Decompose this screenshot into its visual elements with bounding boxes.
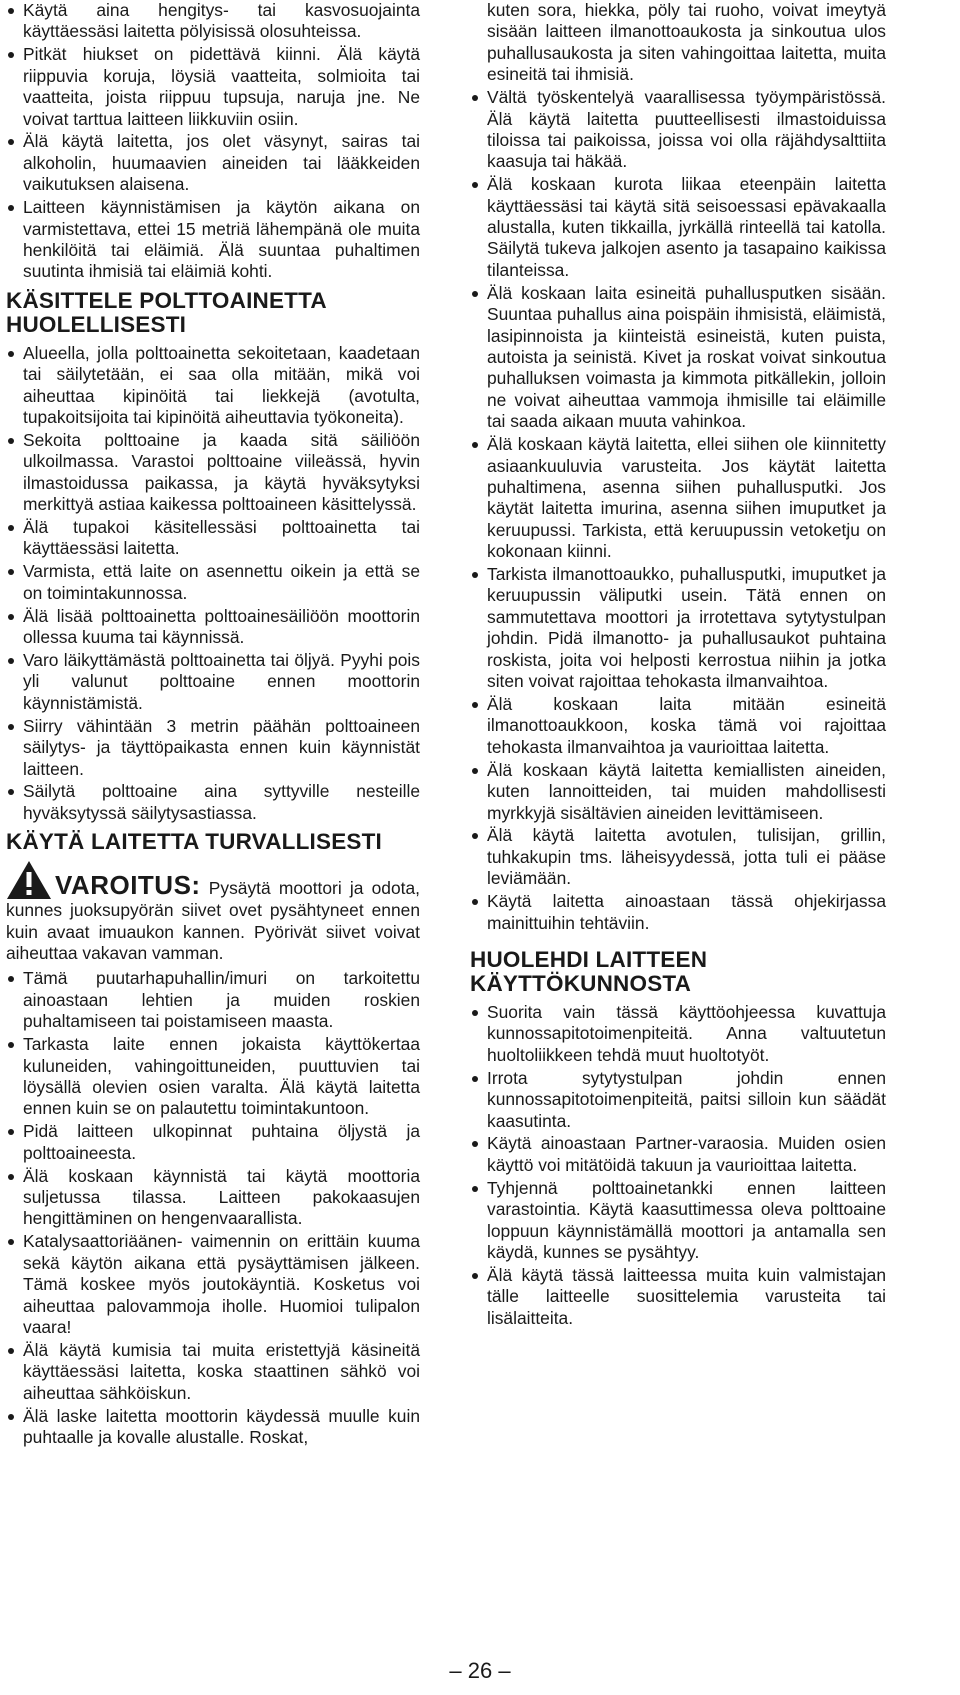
safe-use-list [6,968,420,1448]
list-item: Käytä aina hengitys- tai kasvosuojainta käyttäessäsi laitetta pölyisissä olosuhteissa. [6,0,420,43]
left-column [6,0,420,1450]
list-item: Varmista, että laite on asennettu oikein ja että se on toimintakunnossa. [6,561,420,604]
list-item: Tarkista ilmanottoaukko, puhallusputki, imuputket ja keruupussin väliputki usein. Tätä ennen on sammutettava moottori ja irrotettava sytytystulpan johdin. Pidä ilmanotto- ja puhallusaukot puhtaina roskista, joita voi helposti kerrostua niihin ja jotka siten voivat rajoittaa tehokasta ilmanvaihtoa. [470,564,886,692]
list-item: Katalysaattoriäänen- vaimennin on erittäin kuuma sekä käytön aikana että pysäyttämisen jälkeen. Tämä koskee myös joutokäyntiä. Kosketus voi aiheuttaa palovammoja iholle. Huomioi tulipalon vaara! [6,1231,420,1338]
list-item: Älä käytä kumisia tai muita eristettyjä käsineitä käyttäessäsi laitetta, koska staattinen sähkö voi aiheuttaa sähköiskun. [6,1340,420,1404]
list-item: Älä käytä laitetta, jos olet väsynyt, sairas tai alkoholin, huumaavien aineiden tai lääkkeiden vaikutuksen alaisena. [6,131,420,195]
list-item: Älä koskaan käynnistä tai käytä moottoria suljetussa tilassa. Laitteen pakokaasujen hengittäminen on hengenvaarallista. [6,1166,420,1230]
list-item: Säilytä polttoaine aina syttyville nesteille hyväksytyssä säilytysastiassa. [6,781,420,824]
list-item: Tyhjennä polttoainetankki ennen laitteen varastointia. Käytä kaasuttimessa oleva polttoaine loppuun käynnistämällä moottori ja antamalla sen käydä, kunnes se pysähtyy. [470,1178,886,1264]
maintenance-heading: HUOLEHDI LAITTEEN KÄYTTÖKUNNOSTA [470,946,708,996]
page-number: – 26 – [449,1658,511,1683]
list-item: Älä tupakoi käsitellessäsi polttoainetta tai käyttäessäsi laitetta. [6,517,420,560]
list-item: Älä koskaan laita mitään esineitä ilmanottoaukkoon, koska tämä voi rajoittaa tehokasta ilmanvaihtoa ja vaurioittaa laitetta. [470,694,886,758]
list-item: Laitteen käynnistämisen ja käytön aikana on varmistettava, ettei 15 metriä lähempänä ole muita henkilöitä tai eläimiä. Älä suuntaa puhaltimen suutinta ihmisiä tai eläimiä kohti. [6,197,420,283]
list-item: Älä lisää polttoainetta polttoainesäiliöön moottorin ollessa kuuma tai käynnissä. [6,606,420,649]
maintenance-list [470,1002,886,1329]
warning-block [6,860,420,964]
safe-use-heading: KÄYTÄ LAITETTA TURVALLISESTI [6,829,383,855]
list-item: Älä koskaan käytä laitetta, ellei siihen ole kiinnitetty asiaankuuluvia varusteita. Jos käytät laitetta puhaltimena, asenna siihen puhallusputki. Jos käytät laitetta imurina, asenna siihen imuputket ja keruupussi. Tarkista, että keruupussin vetoketju on kokonaan kiinni. [470,434,886,562]
list-item: Tarkasta laite ennen jokaista käyttökertaa kuluneiden, vahingoittuneiden, puuttuvien tai löysällä olevien osien varalta. Älä käytä laitetta ennen kuin se on palautettu toimintakuntoon. [6,1034,420,1120]
list-item: Irrota sytytystulpan johdin ennen kunnossapitotoimenpiteitä, paitsi silloin kun säädät kaasutinta. [470,1068,886,1132]
fuel-list [6,343,420,824]
list-item: Pitkät hiukset on pidettävä kiinni. Älä käytä riippuvia koruja, löysiä vaatteita, solmioita tai vaatteita, joista riippuu tupsuja, naruja jne. Ne voivat tarttua laitteen liikkuviin osiin. [6,44,420,130]
list-item: Tämä puutarhapuhallin/imuri on tarkoitettu ainoastaan lehtien ja muiden roskien puhaltamiseen tai poistamiseen maasta. [6,968,420,1032]
right-list [470,87,886,934]
fuel-heading: KÄSITTELE POLTTOAINETTA HUOLELLISESTI [6,287,327,337]
list-item: Älä laske laitetta moottorin käydessä muulle kuin puhtaalle ja kovalle alustalle. Roskat, [6,1406,420,1449]
continuation-text: kuten sora, hiekka, pöly tai ruoho, voivat imeytyä sisään laitteen ilmanottoaukosta ja sinkoutua ulos puhallusaukosta ja siten vahingoittaa laitetta, muita esineitä tai ihmisiä. [487,0,886,85]
list-item: Älä koskaan kurota liikaa eteenpäin laitetta käyttäessäsi tai käytä sitä seisoessasi epävakaalla alustalla, kuten tikkailla, jyrkällä rinteellä tai katolla. Säilytä tukeva jalkojen asento ja tasapaino kaikissa tilanteissa. [470,174,886,281]
list-item: Pidä laitteen ulkopinnat puhtaina öljystä ja polttoaineesta. [6,1121,420,1164]
list-item: Älä käytä laitetta avotulen, tulisijan, grillin, tuhkakupin tms. läheisyydessä, jotta tuli ei pääse leviämään. [470,825,886,889]
list-item: Suorita vain tässä käyttöohjeessa kuvattuja kunnossapitotoimenpiteitä. Anna valtuutetun huoltoliikkeen tehdä muut huoltotyöt. [470,1002,886,1066]
list-item: Alueella, jolla polttoainetta sekoitetaan, kaadetaan tai säilytetään, ei saa olla mitään, mikä voi aiheuttaa kipinöitä tai liekkejä (avotulta, tupakoitsijoita tai kipinöitä aiheuttavia työkoneita). [6,343,420,429]
list-item: Käytä ainoastaan Partner-varaosia. Muiden osien käyttö voi mitätöidä takuun ja vaurioittaa laitetta. [470,1133,886,1176]
intro-list [6,0,420,283]
warning-label: VAROITUS: [55,870,201,901]
warning-text: Pysäytä moottori ja odota, kunnes juoksupyörän siivet ovet pysähtyneet ennen kuin avaat imuaukon kannen. Pyörivät siivet voivat aiheuttaa vakavan vamman. [6,878,420,964]
list-item: Sekoita polttoaine ja kaada sitä säiliöön ulkoilmassa. Varastoi polttoaine viileässä, hyvin ilmastoidussa paikassa, ja käytä hyväksytyksi merkittyä astiaa kaikessa polttoaineen käsittelyssä. [6,430,420,516]
list-item: Siirry vähintään 3 metrin päähän polttoaineen säilytys- ja täyttöpaikasta ennen kuin käynnistät laitteen. [6,716,420,780]
list-item: Vältä työskentelyä vaarallisessa työympäristössä. Älä käytä laitetta puutteellisesti ilmastoiduissa tiloissa tai paikoissa, joissa voi olla räjähdysalttiita kaasuja tai häkää. [470,87,886,173]
list-item: Älä koskaan laita esineitä puhallusputken sisään. Suuntaa puhallus aina poispäin ihmisistä, eläimistä, lasipinnoista ja kiinteistä esineistä, kuten puista, autoista ja seinistä. Kivet ja roskat voivat sinkoutua puhalluksen voimasta ja kimmota pitkällekin, jolloin ne voivat aiheuttaa vammoja ihmisille tai eläimille tai saada aikaan muuta vahinkoa. [470,283,886,433]
warning-triangle-icon [6,860,52,900]
right-column [470,0,886,1331]
list-item: Varo läikyttämästä polttoainetta tai öljyä. Pyyhi pois yli valunut polttoaine ennen moottorin käynnistämistä. [6,650,420,714]
list-item: Älä käytä tässä laitteessa muita kuin valmistajan tälle laitteelle suosittelemia varusteita tai lisälaitteita. [470,1265,886,1329]
list-item: Älä koskaan käytä laitetta kemiallisten aineiden, kuten lannoitteiden, tai muiden mahdollisesti myrkkyjä sisältävien aineiden levittämiseen. [470,760,886,824]
list-item: Käytä laitetta ainoastaan tässä ohjekirjassa mainittuihin tehtäviin. [470,891,886,934]
